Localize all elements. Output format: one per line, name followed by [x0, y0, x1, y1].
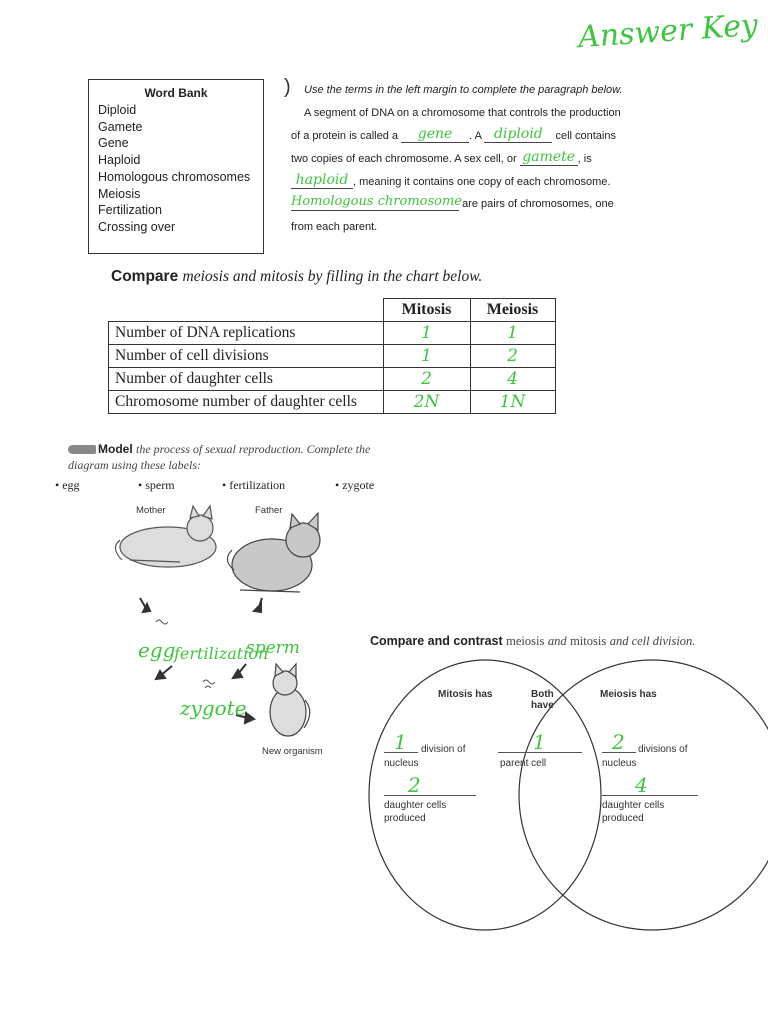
model-bold: Model — [98, 442, 133, 456]
compare-rest: meiosis and mitosis by filling in the chart below. — [182, 268, 483, 285]
paragraph-text: are pairs of chromosomes, one — [462, 198, 614, 210]
paragraph-text: cell contains — [555, 130, 616, 142]
word-bank-item: Crossing over — [98, 219, 176, 234]
answer-gamete: gamete — [522, 149, 576, 165]
compare-bold: Compare — [111, 268, 179, 285]
paragraph-instructions: Use the terms in the left margin to complete the paragraph below. — [304, 84, 623, 96]
answer-key-heading: Answer Key — [576, 7, 760, 56]
mitosis-answer: 2 — [383, 368, 470, 391]
meiosis-answer: 2 — [470, 345, 555, 368]
answer-diploid: diploid — [494, 126, 543, 142]
label-egg: • egg — [55, 478, 80, 492]
venn-heading-text: mitosis — [570, 634, 607, 648]
venn-mitosis-has: Mitosis has — [438, 689, 493, 700]
label-zygote: • zygote — [335, 478, 375, 492]
word-bank-item: Homologous chromosomes — [98, 169, 251, 184]
bracket-mark: ) — [284, 76, 291, 98]
caption-new-organism: New organism — [262, 746, 323, 757]
paragraph-text: , meaning it contains one copy of each chromosome. — [353, 176, 611, 188]
venn-answer-both: 1 — [533, 730, 546, 754]
answer-gene: gene — [417, 126, 453, 142]
word-bank-item: Diploid — [98, 103, 137, 117]
venn-text: produced — [384, 813, 426, 824]
mitosis-answer: 1 — [383, 322, 470, 345]
venn-both-have-1: Both — [531, 689, 554, 700]
model-text-line2: diagram using these labels: — [68, 458, 201, 472]
meiosis-answer: 4 — [470, 368, 555, 391]
handwritten-egg: egg — [138, 638, 176, 662]
row-label: Number of DNA replications — [109, 322, 384, 345]
word-bank-item: Fertilization — [98, 203, 162, 218]
answer-haploid: haploid — [295, 172, 349, 188]
paragraph-text: . A — [469, 130, 482, 142]
venn-heading-bold: Compare and contrast — [370, 634, 503, 648]
mitosis-answer: 1 — [383, 345, 470, 368]
venn-blank — [384, 795, 476, 796]
word-bank-title: Word Bank — [144, 86, 208, 100]
venn-text: nucleus — [384, 758, 419, 769]
word-bank-item: Gamete — [98, 119, 143, 134]
venn-answer-meiosis-divisions: 2 — [612, 730, 625, 754]
venn-text: produced — [602, 813, 644, 824]
paragraph-text: A segment of DNA on a chromosome that controls the production — [304, 107, 621, 119]
row-label: Number of daughter cells — [109, 368, 384, 391]
venn-meiosis-has: Meiosis has — [600, 689, 657, 700]
venn-text: division of — [421, 744, 466, 755]
row-label: Number of cell divisions — [109, 345, 384, 368]
venn-text: daughter cells — [602, 800, 665, 811]
venn-heading-text: and — [547, 634, 567, 648]
venn-text: divisions of — [638, 744, 688, 755]
paragraph-text: , is — [577, 153, 592, 165]
venn-text: nucleus — [602, 758, 637, 769]
venn-answer-mitosis-daughters: 2 — [408, 773, 421, 797]
paragraph-text: from each parent. — [291, 221, 378, 233]
venn-text: daughter cells — [384, 800, 447, 811]
header-meiosis: Meiosis — [470, 299, 555, 322]
venn-heading-text: meiosis — [506, 634, 545, 648]
row-label: Chromosome number of daughter cells — [109, 391, 384, 414]
model-text: the process of sexual reproduction. Complete the — [136, 442, 371, 456]
word-bank-item: Haploid — [98, 153, 141, 168]
venn-heading-text: and cell division. — [609, 634, 696, 648]
word-bank-item: Meiosis — [98, 186, 141, 201]
caption-mother: Mother — [136, 505, 166, 516]
caption-father: Father — [255, 505, 283, 516]
meiosis-answer: 1N — [470, 391, 555, 414]
word-bank-item: Gene — [98, 136, 129, 151]
paragraph-text: of a protein is called a — [291, 130, 399, 142]
mitosis-answer: 2N — [383, 391, 470, 414]
header-mitosis: Mitosis — [383, 299, 470, 322]
handwritten-sperm: sperm — [246, 638, 300, 658]
handwritten-zygote: zygote — [180, 696, 247, 720]
handwritten-fertilization: fertilization — [174, 644, 269, 663]
venn-text: parent cell — [500, 758, 547, 769]
answer-homologous: Homologous chromosome — [291, 194, 462, 209]
venn-answer-mitosis-divisions: 1 — [394, 730, 407, 754]
venn-both-have-2: have — [531, 700, 554, 711]
label-fertilization: • fertilization — [222, 478, 286, 492]
meiosis-answer: 1 — [470, 322, 555, 345]
label-sperm: • sperm — [138, 478, 175, 492]
paragraph-text: two copies of each chromosome. A sex cell, or — [291, 153, 517, 165]
venn-blank — [602, 795, 698, 796]
venn-answer-meiosis-daughters: 4 — [635, 773, 648, 797]
